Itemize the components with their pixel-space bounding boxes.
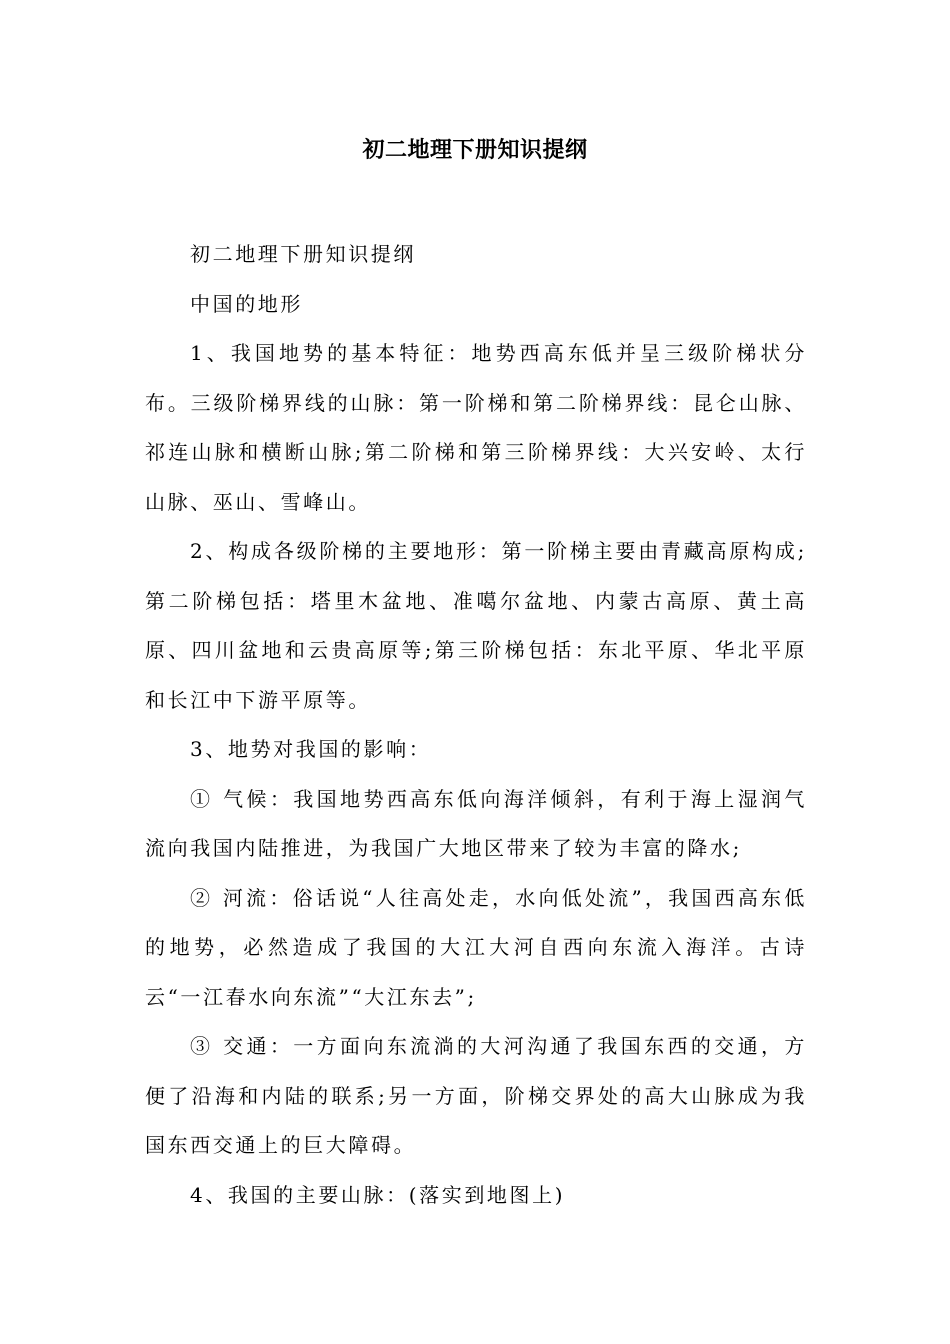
document-title: 初二地理下册知识提纲 [362,138,588,163]
paragraph-point-2: 2、构成各级阶梯的主要地形：第一阶梯主要由青藏高原构成;第二阶梯包括：塔里木盆地、准噶尔盆地、内蒙古高原、黄土高原、四川盆地和云贵高原等;第三阶梯包括：东北平原、华北平原和长江中下游平原等。 [145,539,807,712]
paragraph-transport: ③ 交通：一方面向东流淌的大河沟通了我国东西的交通，方便了沿海和内陆的联系;另一方面，阶梯交界处的高大山脉成为我国东西交通上的巨大障碍。 [145,1034,807,1157]
document-body [145,230,807,1220]
paragraph-subtitle: 初二地理下册知识提纲 [190,242,416,266]
paragraph-point-3: 3、地势对我国的影响： [190,737,432,761]
paragraph-climate: ① 气候：我国地势西高东低向海洋倾斜，有利于海上湿润气流向我国内陆推进，为我国广大地区带来了较为丰富的降水; [145,786,807,860]
paragraph-section-heading: 中国的地形 [190,291,303,316]
paragraph-rivers: ② 河流：俗话说“人往高处走，水向低处流”，我国西高东低的地势，必然造成了我国的大江大河自西向东流入海洋。古诗云“一江春水向东流”“大江东去”; [145,885,807,1009]
paragraph-point-1: 1、我国地势的基本特征：地势西高东低并呈三级阶梯状分布。三级阶梯界线的山脉：第一阶梯和第二阶梯界线：昆仑山脉、祁连山脉和横断山脉;第二阶梯和第三阶梯界线：大兴安岭、太行山脉、巫山、雪峰山。 [145,341,807,514]
paragraph-point-4: 4、我国的主要山脉：(落实到地图上) [190,1182,566,1207]
